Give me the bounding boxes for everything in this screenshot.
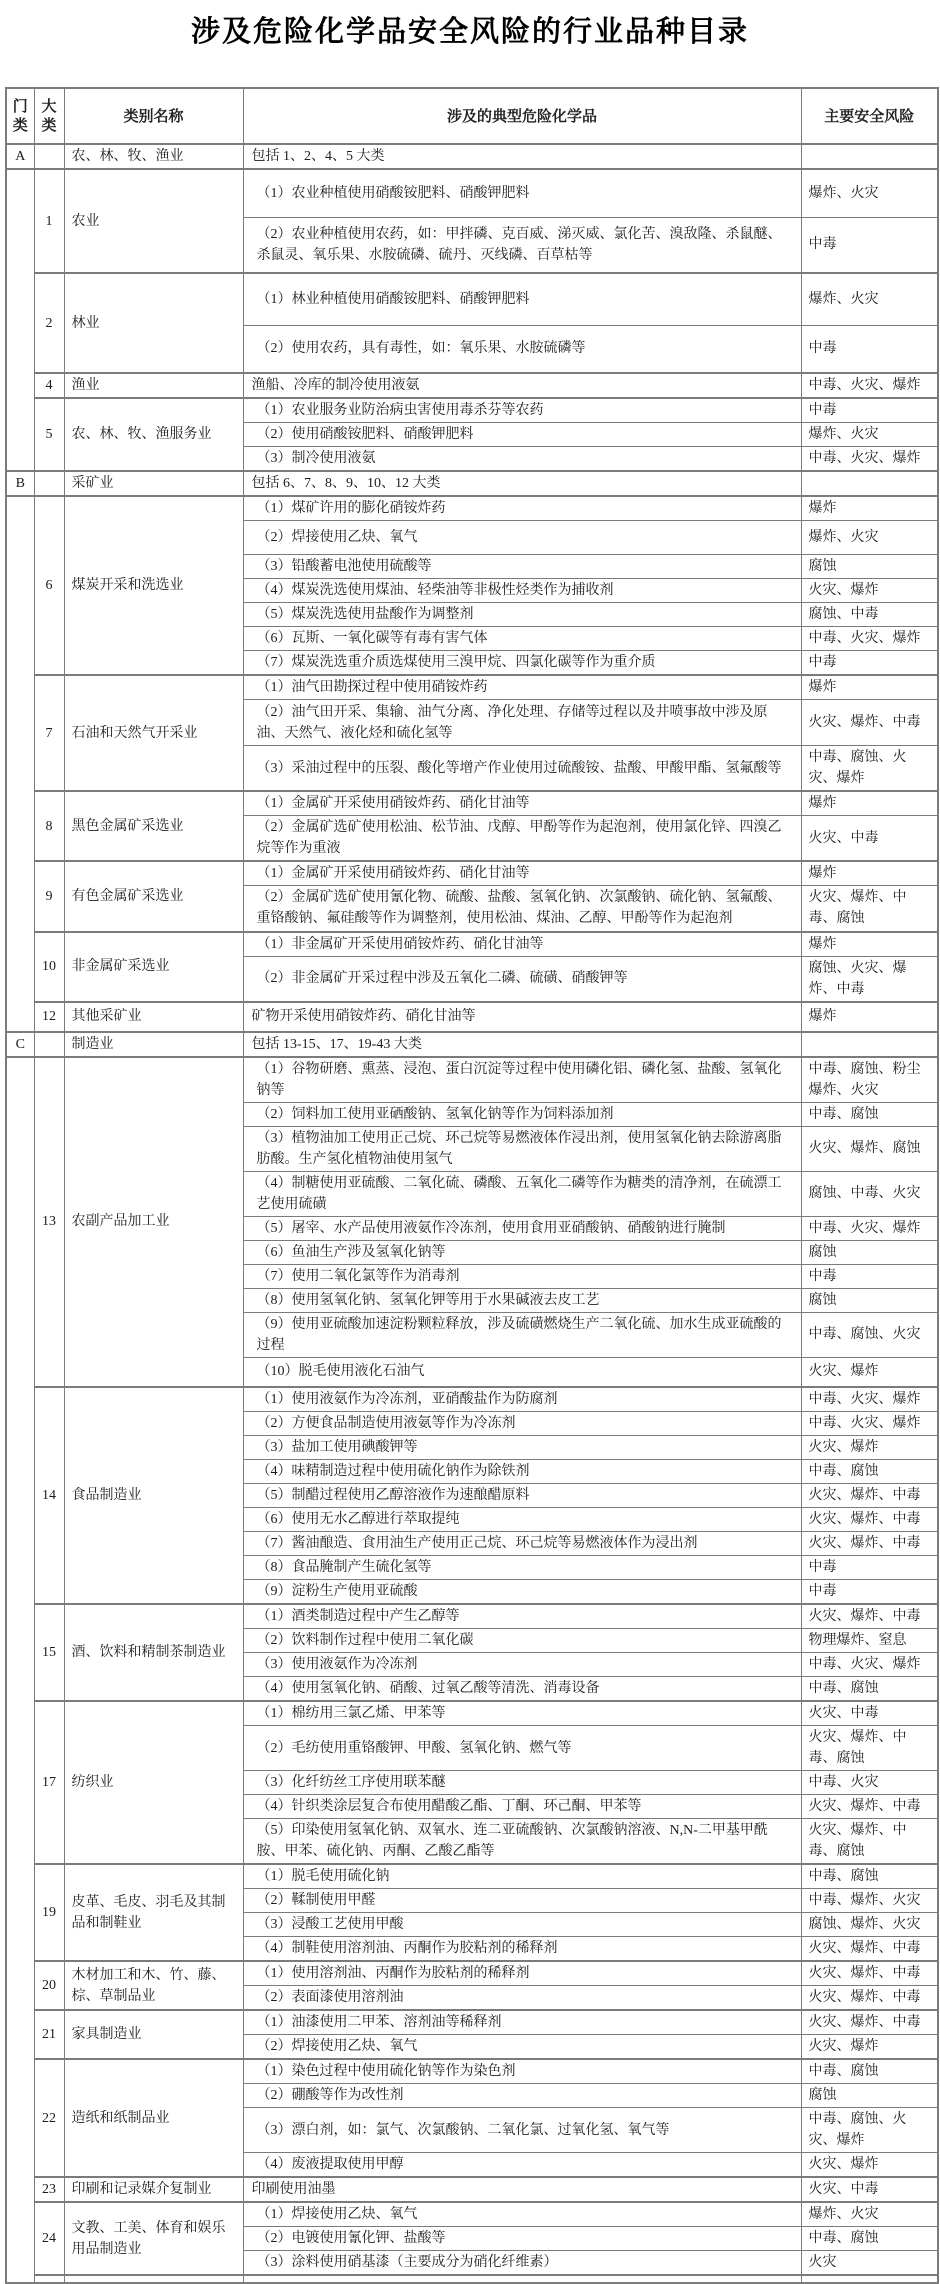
risk-cell: 爆炸、火灾 [801,521,938,555]
chemicals-cell: （7）煤炭洗选重介质选煤使用三溴甲烷、四氯化碳等作为重介质 [243,651,801,676]
risk-cell [801,471,938,496]
chemicals-cell: （6）使用无水乙醇进行萃取提纯 [243,1508,801,1532]
risk-cell: 火灾、爆炸 [801,1436,938,1460]
table-row [6,1864,938,1889]
chemicals-cell: （2）方便食品制造使用液氨等作为冷冻剂 [243,1412,801,1436]
chemicals-cell: （8）使用氢氧化钠、氢氧化钾等用于水果碱液去皮工艺 [243,1288,801,1312]
major-class-cell [34,144,64,169]
major-class-cell: 19 [34,1864,64,1961]
risk-cell: 物理爆炸、窒息 [801,1629,938,1653]
risk-cell: 中毒、火灾、爆炸 [801,373,938,398]
chemicals-cell: （1）农业种植使用硝酸铵肥料、硝酸钾肥料 [243,169,801,217]
table-row [6,2010,938,2035]
catalog-table-header [6,88,938,144]
chemicals-cell: （2）硼酸等作为改性剂 [243,2084,801,2108]
major-class-cell: 8 [34,791,64,861]
chemicals-cell: （1）酒类制造过程中产生乙醇等 [243,1604,801,1629]
risk-cell: 火灾、爆炸、中毒 [801,1986,938,2011]
chemicals-cell: （2）饲料加工使用亚硒酸钠、氢氧化钠等作为饲料添加剂 [243,1102,801,1126]
chemicals-cell: （9）淀粉生产使用亚硫酸 [243,1580,801,1605]
major-class-cell: 17 [34,1701,64,1864]
chemicals-cell: （1）农业服务业防治病虫害使用毒杀芬等农药 [243,398,801,423]
major-class-cell: 2 [34,273,64,373]
risk-cell: 爆炸 [801,791,938,816]
category-name-cell: 木材加工和木、竹、藤、棕、草制品业 [64,1961,243,2010]
category-name-cell: 农、林、牧、渔业 [64,144,243,169]
chemicals-cell: （6）瓦斯、一氧化碳等有毒有害气体 [243,627,801,651]
chemicals-cell: （2）非金属矿开采过程中涉及五氧化二磷、硫磺、硝酸钾等 [243,956,801,1002]
major-class-cell: 21 [34,2010,64,2059]
chemicals-cell: （3）植物油加工使用正己烷、环己烷等易燃液体作浸出剂，使用氢氧化钠去除游离脂肪酸。生产氢化植物油使用氢气 [243,1126,801,1171]
major-class-cell: 23 [34,2177,64,2202]
chemicals-cell: （2）饮料制作过程中使用二氧化碳 [243,1629,801,1653]
chemicals-cell: （3）采油过程中的压裂、酸化等增产作业使用过硫酸铵、盐酸、甲酸甲酯、氢氟酸等 [243,746,801,792]
major-class-cell: 12 [34,1002,64,1032]
risk-cell: 中毒、腐蚀 [801,1677,938,1702]
chemicals-cell: （2）金属矿选矿使用松油、松节油、戊醇、甲酚等作为起泡剂，使用氯化锌、四溴乙烷等作为重液 [243,816,801,862]
category-name-cell: 酒、饮料和精制茶制造业 [64,1604,243,1701]
division-code-cell: B [6,471,34,496]
chemicals-cell: （3）漂白剂，如：氯气、次氯酸钠、二氧化氯、过氧化氢、氧气等 [243,2108,801,2153]
page [0,9,940,2270]
risk-cell: 中毒、腐蚀 [801,2227,938,2251]
category-name-cell: 黑色金属矿采选业 [64,791,243,861]
chemicals-cell: （4）制鞋使用溶剂油、丙酮作为胶粘剂的稀释剂 [243,1937,801,1962]
risk-cell: 中毒、火灾、爆炸 [801,1387,938,1412]
column-header-typical-chemicals: 涉及的典型危险化学品 [243,88,801,144]
chemicals-cell: （1）油气田勘探过程中使用硝铵炸药 [243,675,801,700]
division-spacer-cell [6,1057,34,2284]
risk-cell: 火灾、中毒 [801,816,938,862]
chemicals-cell: （1）煤矿许用的膨化硝铵炸药 [243,496,801,521]
chemicals-cell: （3）铅酸蓄电池使用硫酸等 [243,555,801,579]
section-header-row [6,144,938,169]
chemicals-cell: （1）油漆使用二甲苯、溶剂油等稀释剂 [243,2010,801,2035]
table-row [6,2177,938,2202]
table-row [6,398,938,423]
risk-cell: 腐蚀、中毒、火灾 [801,1171,938,1216]
chemicals-cell: （7）使用二氧化氯等作为消毒剂 [243,1264,801,1288]
category-name-cell [64,2275,243,2283]
risk-cell: 中毒、火灾、爆炸 [801,627,938,651]
chemicals-cell: （2）农业种植使用农药，如：甲拌磷、克百威、涕灭威、氯化苦、溴敌隆、杀鼠醚、杀鼠灵、氧乐果、水胺硫磷、硫丹、灭线磷、百草枯等 [243,217,801,273]
risk-cell: 爆炸、火灾 [801,169,938,217]
category-name-cell: 食品制造业 [64,1387,243,1604]
category-name-cell: 文教、工美、体育和娱乐用品制造业 [64,2202,243,2275]
risk-cell: 腐蚀 [801,2084,938,2108]
chemicals-cell: （2）使用农药，具有毒性，如：氧乐果、水胺硫磷等 [243,325,801,373]
risk-cell: 中毒、火灾、爆炸 [801,447,938,472]
risk-cell: 中毒、腐蚀、粉尘爆炸、火灾 [801,1057,938,1103]
chemicals-cell: （5）制醋过程使用乙醇溶液作为速酿醋原料 [243,1484,801,1508]
risk-cell: 中毒、爆炸、火灾 [801,1889,938,1913]
chemicals-cell: （5）屠宰、水产品使用液氨作冷冻剂，使用食用亚硝酸钠、硝酸钠进行腌制 [243,1216,801,1240]
table-row [6,861,938,886]
risk-cell: 中毒、腐蚀 [801,2059,938,2084]
risk-cell: 火灾、爆炸 [801,579,938,603]
risk-cell: 中毒、腐蚀、火灾 [801,1312,938,1357]
chemicals-cell: （2）表面漆使用溶剂油 [243,1986,801,2011]
table-row [6,169,938,217]
category-name-cell: 渔业 [64,373,243,398]
risk-cell: 火灾、爆炸 [801,2153,938,2178]
risk-cell: 火灾 [801,2251,938,2276]
risk-cell: 中毒 [801,651,938,676]
table-row [6,1002,938,1032]
risk-cell: 中毒、腐蚀 [801,1460,938,1484]
table-row [6,1057,938,1103]
risk-cell: 中毒、火灾、爆炸 [801,1216,938,1240]
column-header-division: 门类 [6,88,34,144]
chemicals-cell: （8）食品腌制产生硫化氢等 [243,1556,801,1580]
risk-cell [801,2275,938,2283]
chemicals-cell: （1）使用液氨作为冷冻剂，亚硝酸盐作为防腐剂 [243,1387,801,1412]
risk-cell: 火灾、爆炸 [801,1357,938,1387]
risk-cell: 爆炸、火灾 [801,273,938,325]
risk-cell: 火灾、爆炸、腐蚀 [801,1126,938,1171]
risk-cell: 中毒 [801,1580,938,1605]
risk-cell: 腐蚀 [801,555,938,579]
major-class-cell [34,2275,64,2283]
chemicals-cell: 矿物开采使用硝铵炸药、硝化甘油等 [243,1002,801,1032]
table-row [6,373,938,398]
major-class-cell: 4 [34,373,64,398]
chemicals-cell: （2）使用硝酸铵肥料、硝酸钾肥料 [243,423,801,447]
risk-cell: 爆炸 [801,1002,938,1032]
risk-cell: 火灾、爆炸、中毒 [801,1484,938,1508]
risk-cell: 火灾、爆炸、中毒、腐蚀 [801,1726,938,1771]
risk-cell: 火灾、爆炸 [801,2035,938,2060]
risk-cell: 中毒、火灾、爆炸 [801,1653,938,1677]
chemicals-cell: （9）使用亚硫酸加速淀粉颗粒释放，涉及硫磺燃烧生产二氧化硫、加水生成亚硫酸的过程 [243,1312,801,1357]
chemicals-cell: （2）油气田开采、集输、油气分离、净化处理、存储等过程以及井喷事故中涉及原油、天然气、液化烃和硫化氢等 [243,700,801,746]
risk-cell: 中毒 [801,217,938,273]
risk-cell: 腐蚀、中毒 [801,603,938,627]
chemicals-cell: （1）金属矿开采使用硝铵炸药、硝化甘油等 [243,791,801,816]
column-header-major-class: 大类 [34,88,64,144]
risk-cell: 中毒、腐蚀、火灾、爆炸 [801,2108,938,2153]
risk-cell: 中毒、火灾 [801,1771,938,1795]
chemicals-cell [243,2275,801,2283]
category-name-cell: 纺织业 [64,1701,243,1864]
table-row [6,1604,938,1629]
chemicals-cell: （3）涂料使用硝基漆（主要成分为硝化纤维素） [243,2251,801,2276]
risk-cell: 火灾、爆炸、中毒 [801,1961,938,1986]
chemicals-cell: （1）脱毛使用硫化钠 [243,1864,801,1889]
chemicals-cell: （10）脱毛使用液化石油气 [243,1357,801,1387]
category-name-cell: 采矿业 [64,471,243,496]
category-name-cell: 家具制造业 [64,2010,243,2059]
risk-cell: 中毒 [801,1556,938,1580]
risk-cell: 中毒、腐蚀 [801,1864,938,1889]
risk-cell: 中毒 [801,325,938,373]
table-row [6,2202,938,2227]
chemicals-cell: （7）酱油酿造、食用油生产使用正己烷、环己烷等易燃液体作为浸出剂 [243,1532,801,1556]
category-name-cell: 煤炭开采和洗选业 [64,496,243,675]
risk-cell: 火灾、爆炸、中毒 [801,1795,938,1819]
category-name-cell: 造纸和纸制品业 [64,2059,243,2177]
division-code-cell: A [6,144,34,169]
chemicals-cell: （1）棉纺用三氯乙烯、甲苯等 [243,1701,801,1726]
major-class-cell: 9 [34,861,64,932]
chemicals-cell: （1）使用溶剂油、丙酮作为胶粘剂的稀释剂 [243,1961,801,1986]
risk-cell: 腐蚀 [801,1240,938,1264]
major-class-cell: 15 [34,1604,64,1701]
column-header-category-name: 类别名称 [64,88,243,144]
risk-cell: 火灾、爆炸、中毒 [801,1604,938,1629]
chemicals-cell: （4）针织类涂层复合布使用醋酸乙酯、丁酮、环己酮、甲苯等 [243,1795,801,1819]
risk-cell [801,1032,938,1057]
chemicals-cell: （1）金属矿开采使用硝铵炸药、硝化甘油等 [243,861,801,886]
category-name-cell: 其他采矿业 [64,1002,243,1032]
chemicals-cell: （4）使用氢氧化钠、硝酸、过氧乙酸等清洗、消毒设备 [243,1677,801,1702]
chemicals-cell: （3）制冷使用液氨 [243,447,801,472]
chemicals-cell: （1）林业种植使用硝酸铵肥料、硝酸钾肥料 [243,273,801,325]
category-name-cell: 农业 [64,169,243,273]
column-header-main-risks: 主要安全风险 [801,88,938,144]
division-spacer-cell [6,169,34,471]
risk-cell: 爆炸 [801,861,938,886]
chemicals-cell: （1）焊接使用乙炔、氧气 [243,2202,801,2227]
page-title: 涉及危险化学品安全风险的行业品种目录 [190,16,749,48]
risk-cell: 火灾、爆炸、中毒 [801,700,938,746]
category-name-cell: 有色金属矿采选业 [64,861,243,932]
major-class-cell: 10 [34,932,64,1002]
risk-cell: 中毒、火灾、爆炸 [801,1412,938,1436]
risk-cell: 爆炸、火灾 [801,2202,938,2227]
table-row [6,2059,938,2084]
table-row [6,791,938,816]
catalog-table-body [6,144,938,2283]
chemicals-cell: （5）印染使用氢氧化钠、双氧水、连二亚硫酸钠、次氯酸钠溶液、N,N-二甲基甲酰胺、甲苯、硫化钠、丙酮、乙酸乙酯等 [243,1819,801,1865]
major-class-cell: 20 [34,1961,64,2010]
chemicals-cell: （3）盐加工使用碘酸钾等 [243,1436,801,1460]
chemicals-cell: 包括 13-15、17、19-43 大类 [243,1032,801,1057]
chemicals-cell: （2）电镀使用氰化钾、盐酸等 [243,2227,801,2251]
table-row [6,1961,938,1986]
table-row [6,273,938,325]
category-name-cell: 印刷和记录媒介复制业 [64,2177,243,2202]
category-name-cell: 制造业 [64,1032,243,1057]
table-row [6,1387,938,1412]
major-class-cell: 22 [34,2059,64,2177]
risk-cell: 火灾、中毒 [801,1701,938,1726]
chemicals-cell: （2）焊接使用乙炔、氧气 [243,2035,801,2060]
risk-cell: 中毒 [801,1264,938,1288]
major-class-cell [34,1032,64,1057]
chemicals-cell: （6）鱼油生产涉及氢氧化钠等 [243,1240,801,1264]
chemicals-cell: （1）染色过程中使用硫化钠等作为染色剂 [243,2059,801,2084]
partial-row [6,2275,938,2283]
major-class-cell: 6 [34,496,64,675]
table-row [6,496,938,521]
major-class-cell: 24 [34,2202,64,2275]
chemicals-cell: （4）味精制造过程中使用硫化钠作为除铁剂 [243,1460,801,1484]
risk-cell [801,144,938,169]
risk-cell: 爆炸 [801,675,938,700]
catalog-table [5,87,939,2284]
risk-cell: 中毒、腐蚀、火灾、爆炸 [801,746,938,792]
chemicals-cell: （4）煤炭洗选使用煤油、轻柴油等非极性烃类作为捕收剂 [243,579,801,603]
chemicals-cell: （3）使用液氨作为冷冻剂 [243,1653,801,1677]
chemicals-cell: （1）非金属矿开采使用硝铵炸药、硝化甘油等 [243,932,801,957]
risk-cell: 爆炸 [801,932,938,957]
risk-cell: 火灾、爆炸、中毒 [801,1508,938,1532]
chemicals-cell: （2）焊接使用乙炔、氧气 [243,521,801,555]
category-name-cell: 皮革、毛皮、羽毛及其制品和制鞋业 [64,1864,243,1961]
chemicals-cell: 渔船、冷库的制冷使用液氨 [243,373,801,398]
major-class-cell: 5 [34,398,64,471]
major-class-cell: 14 [34,1387,64,1604]
risk-cell: 火灾、中毒 [801,2177,938,2202]
division-code-cell: C [6,1032,34,1057]
chemicals-cell: （2）金属矿选矿使用氰化物、硫酸、盐酸、氢氧化钠、次氯酸钠、硫化钠、氢氟酸、重铬酸钠、氟硅酸等作为调整剂，使用松油、煤油、乙醇、甲酚等作为起泡剂 [243,886,801,932]
division-spacer-cell [6,496,34,1032]
category-name-cell: 农副产品加工业 [64,1057,243,1388]
risk-cell: 火灾、爆炸、中毒 [801,1937,938,1962]
category-name-cell: 石油和天然气开采业 [64,675,243,791]
major-class-cell: 13 [34,1057,64,1388]
category-name-cell: 林业 [64,273,243,373]
chemicals-cell: 印刷使用油墨 [243,2177,801,2202]
risk-cell: 中毒 [801,398,938,423]
chemicals-cell: （2）毛纺使用重铬酸钾、甲酸、氢氧化钠、燃气等 [243,1726,801,1771]
chemicals-cell: （5）煤炭洗选使用盐酸作为调整剂 [243,603,801,627]
risk-cell: 火灾、爆炸、中毒、腐蚀 [801,1819,938,1865]
major-class-cell: 7 [34,675,64,791]
risk-cell: 火灾、爆炸、中毒 [801,2010,938,2035]
table-row [6,1701,938,1726]
major-class-cell [34,471,64,496]
chemicals-cell: （2）鞣制使用甲醛 [243,1889,801,1913]
header-row [6,88,938,144]
chemicals-cell: （3）化纤纺丝工序使用联苯醚 [243,1771,801,1795]
risk-cell: 腐蚀、爆炸、火灾 [801,1913,938,1937]
category-name-cell: 非金属矿采选业 [64,932,243,1002]
major-class-cell: 1 [34,169,64,273]
risk-cell: 爆炸、火灾 [801,423,938,447]
risk-cell: 火灾、爆炸、中毒、腐蚀 [801,886,938,932]
table-row [6,932,938,957]
chemicals-cell: （3）浸酸工艺使用甲酸 [243,1913,801,1937]
table-row [6,675,938,700]
chemicals-cell: （4）废液提取使用甲醇 [243,2153,801,2178]
risk-cell: 爆炸 [801,496,938,521]
section-header-row [6,1032,938,1057]
risk-cell: 腐蚀 [801,1288,938,1312]
risk-cell: 中毒、腐蚀 [801,1102,938,1126]
chemicals-cell: 包括 6、7、8、9、10、12 大类 [243,471,801,496]
risk-cell: 火灾、爆炸、中毒 [801,1532,938,1556]
chemicals-cell: 包括 1、2、4、5 大类 [243,144,801,169]
chemicals-cell: （1）谷物研磨、熏蒸、浸泡、蛋白沉淀等过程中使用磷化铝、磷化氢、盐酸、氢氧化钠等 [243,1057,801,1103]
category-name-cell: 农、林、牧、渔服务业 [64,398,243,471]
chemicals-cell: （4）制糖使用亚硫酸、二氧化硫、磷酸、五氧化二磷等作为糖类的清净剂，在硫漂工艺使用硫磺 [243,1171,801,1216]
risk-cell: 腐蚀、火灾、爆炸、中毒 [801,956,938,1002]
section-header-row [6,471,938,496]
